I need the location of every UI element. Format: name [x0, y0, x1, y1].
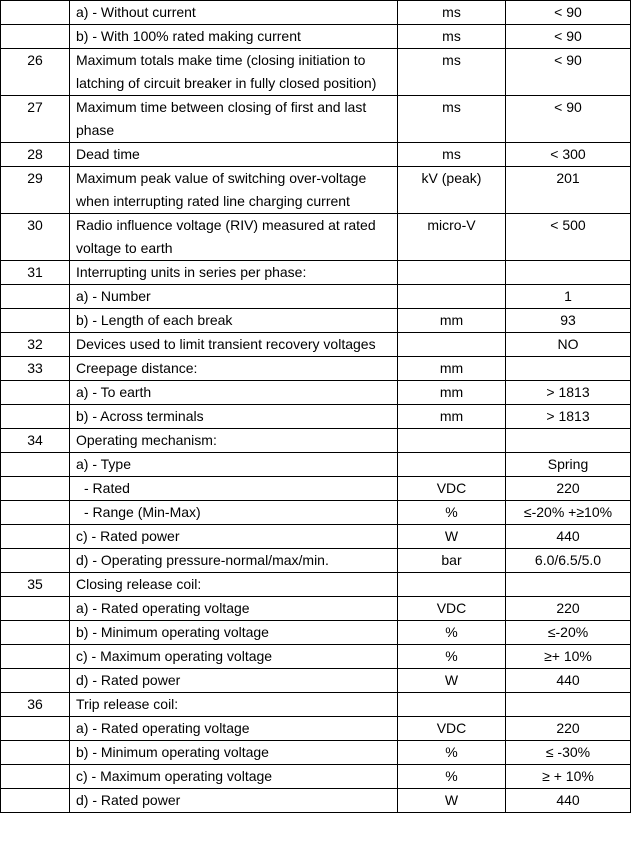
row-description: b) - Length of each break — [70, 309, 398, 333]
row-description: Closing release coil: — [70, 573, 398, 597]
row-number: 36 — [1, 693, 70, 717]
table-row — [1, 333, 631, 357]
table-row — [1, 789, 631, 813]
row-value: < 300 — [506, 143, 631, 167]
row-unit: mm — [398, 357, 506, 381]
row-unit: W — [398, 525, 506, 549]
table-row — [1, 549, 631, 573]
row-number — [1, 381, 70, 405]
row-description: c) - Maximum operating voltage — [70, 765, 398, 789]
row-unit — [398, 333, 506, 357]
row-description: Radio influence voltage (RIV) measured at rated voltage to earth — [70, 214, 398, 261]
row-unit: ms — [398, 49, 506, 96]
table-row — [1, 573, 631, 597]
row-unit: mm — [398, 381, 506, 405]
row-number — [1, 645, 70, 669]
table-row — [1, 405, 631, 429]
row-description: b) - Minimum operating voltage — [70, 741, 398, 765]
table-row — [1, 96, 631, 143]
row-number: 35 — [1, 573, 70, 597]
row-number — [1, 669, 70, 693]
row-value: 440 — [506, 789, 631, 813]
row-number: 33 — [1, 357, 70, 381]
table-row — [1, 285, 631, 309]
row-description: Maximum time between closing of first and last phase — [70, 96, 398, 143]
row-value — [506, 573, 631, 597]
table-row — [1, 25, 631, 49]
row-value: 220 — [506, 477, 631, 501]
row-value — [506, 693, 631, 717]
row-description: - Rated — [70, 477, 398, 501]
row-number — [1, 405, 70, 429]
row-value: > 1813 — [506, 381, 631, 405]
row-number — [1, 477, 70, 501]
row-unit: % — [398, 621, 506, 645]
row-value: 93 — [506, 309, 631, 333]
row-description: Creepage distance: — [70, 357, 398, 381]
spec-table-body — [1, 1, 631, 813]
row-unit: % — [398, 645, 506, 669]
row-unit: mm — [398, 309, 506, 333]
row-value: 440 — [506, 525, 631, 549]
row-value: < 90 — [506, 96, 631, 143]
row-description: b) - Minimum operating voltage — [70, 621, 398, 645]
row-value: 220 — [506, 597, 631, 621]
row-description: a) - Rated operating voltage — [70, 717, 398, 741]
row-description: a) - Rated operating voltage — [70, 597, 398, 621]
table-row — [1, 453, 631, 477]
table-row — [1, 477, 631, 501]
table-row — [1, 143, 631, 167]
row-unit: VDC — [398, 597, 506, 621]
table-row — [1, 357, 631, 381]
table-row — [1, 765, 631, 789]
row-unit — [398, 453, 506, 477]
row-description: d) - Rated power — [70, 669, 398, 693]
row-description: a) - Without current — [70, 1, 398, 25]
row-value: 1 — [506, 285, 631, 309]
row-unit: ms — [398, 96, 506, 143]
row-description: d) - Operating pressure-normal/max/min. — [70, 549, 398, 573]
row-unit: mm — [398, 405, 506, 429]
row-unit: % — [398, 501, 506, 525]
row-value: < 90 — [506, 49, 631, 96]
row-unit — [398, 429, 506, 453]
row-unit: ms — [398, 143, 506, 167]
row-description: Maximum peak value of switching over-voltage when interrupting rated line charging current — [70, 167, 398, 214]
table-row — [1, 717, 631, 741]
row-unit: ms — [398, 25, 506, 49]
row-unit: micro-V — [398, 214, 506, 261]
row-description: Interrupting units in series per phase: — [70, 261, 398, 285]
table-row — [1, 501, 631, 525]
row-number — [1, 25, 70, 49]
row-description: - Range (Min-Max) — [70, 501, 398, 525]
row-unit: ms — [398, 1, 506, 25]
table-row — [1, 741, 631, 765]
row-value: Spring — [506, 453, 631, 477]
table-row — [1, 669, 631, 693]
row-unit: W — [398, 789, 506, 813]
row-description: c) - Rated power — [70, 525, 398, 549]
row-number — [1, 741, 70, 765]
row-number: 26 — [1, 49, 70, 96]
row-unit: VDC — [398, 477, 506, 501]
row-value: ≤-20% — [506, 621, 631, 645]
row-unit — [398, 285, 506, 309]
row-number: 28 — [1, 143, 70, 167]
table-row — [1, 309, 631, 333]
row-number — [1, 309, 70, 333]
row-value: 440 — [506, 669, 631, 693]
row-description: a) - Number — [70, 285, 398, 309]
table-row — [1, 525, 631, 549]
row-number — [1, 597, 70, 621]
row-number — [1, 285, 70, 309]
row-description: Dead time — [70, 143, 398, 167]
row-number: 30 — [1, 214, 70, 261]
table-row — [1, 1, 631, 25]
row-number — [1, 549, 70, 573]
row-unit — [398, 261, 506, 285]
row-description: Maximum totals make time (closing initiation to latching of circuit breaker in fully closed position) — [70, 49, 398, 96]
row-unit: % — [398, 765, 506, 789]
row-number — [1, 453, 70, 477]
table-row — [1, 49, 631, 96]
row-value: < 90 — [506, 25, 631, 49]
row-value: 201 — [506, 167, 631, 214]
row-description: Devices used to limit transient recovery voltages — [70, 333, 398, 357]
row-description: Operating mechanism: — [70, 429, 398, 453]
row-unit: kV (peak) — [398, 167, 506, 214]
row-value: ≤-20% +≥10% — [506, 501, 631, 525]
row-number: 34 — [1, 429, 70, 453]
row-description: c) - Maximum operating voltage — [70, 645, 398, 669]
row-description: b) - With 100% rated making current — [70, 25, 398, 49]
row-value: 220 — [506, 717, 631, 741]
row-number — [1, 1, 70, 25]
table-row — [1, 693, 631, 717]
row-number: 27 — [1, 96, 70, 143]
row-description: Trip release coil: — [70, 693, 398, 717]
row-number — [1, 525, 70, 549]
row-value: NO — [506, 333, 631, 357]
row-number — [1, 621, 70, 645]
table-row — [1, 597, 631, 621]
row-description: a) - Type — [70, 453, 398, 477]
row-number — [1, 789, 70, 813]
table-row — [1, 381, 631, 405]
row-value: < 90 — [506, 1, 631, 25]
row-number — [1, 501, 70, 525]
row-value — [506, 357, 631, 381]
row-number — [1, 717, 70, 741]
row-value: > 1813 — [506, 405, 631, 429]
row-number: 29 — [1, 167, 70, 214]
row-number: 32 — [1, 333, 70, 357]
table-row — [1, 167, 631, 214]
row-number — [1, 765, 70, 789]
table-row — [1, 214, 631, 261]
row-value: ≥+ 10% — [506, 645, 631, 669]
table-row — [1, 645, 631, 669]
row-description: b) - Across terminals — [70, 405, 398, 429]
table-row — [1, 621, 631, 645]
table-row — [1, 261, 631, 285]
row-unit: W — [398, 669, 506, 693]
table-row — [1, 429, 631, 453]
row-unit: VDC — [398, 717, 506, 741]
row-value: 6.0/6.5/5.0 — [506, 549, 631, 573]
row-unit: bar — [398, 549, 506, 573]
row-value — [506, 429, 631, 453]
row-unit — [398, 693, 506, 717]
row-value — [506, 261, 631, 285]
row-description: a) - To earth — [70, 381, 398, 405]
row-unit — [398, 573, 506, 597]
row-value: < 500 — [506, 214, 631, 261]
row-unit: % — [398, 741, 506, 765]
row-number: 31 — [1, 261, 70, 285]
row-description: d) - Rated power — [70, 789, 398, 813]
row-value: ≤ -30% — [506, 741, 631, 765]
row-value: ≥ + 10% — [506, 765, 631, 789]
